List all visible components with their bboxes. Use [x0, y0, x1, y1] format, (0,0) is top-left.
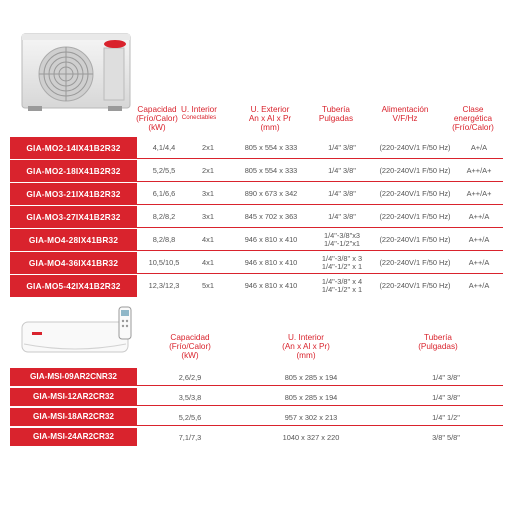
- cell-exterior: 805 x 554 x 333: [244, 143, 298, 152]
- remote-control-icon: [118, 306, 132, 340]
- row-divider: [137, 204, 503, 205]
- cell-capacidad: 4,1/4,4: [152, 143, 176, 152]
- row-divider: [137, 250, 503, 251]
- cell-tuberia: 3/8" 5/8": [432, 432, 460, 442]
- row-divider: [137, 273, 503, 274]
- row-divider: [137, 405, 503, 406]
- cell-capacidad: 2,6/2,9: [178, 372, 202, 382]
- cell-alimentacion: (220-240V/1 F/50 Hz): [379, 212, 451, 221]
- cell-alimentacion: (220-240V/1 F/50 Hz): [379, 258, 451, 267]
- cell-capacidad: 8,2/8,2: [152, 212, 176, 221]
- cell-tuberia: 1/4"-3/8" x 3 1/4"-1/2" x 1: [321, 254, 363, 271]
- outdoor-unit-icon: [20, 30, 132, 112]
- model-label: GIA-MO2-14IX41B2R32: [10, 137, 137, 159]
- header-clase: Clase energética (Frío/Calor): [452, 105, 494, 132]
- cell-tuberia: 1/4"-3/8"x3 1/4"-1/2"x1: [323, 231, 361, 248]
- cell-exterior: 890 x 673 x 342: [244, 189, 298, 198]
- table-row: [10, 183, 503, 205]
- cell-interior: 3x1: [202, 212, 214, 221]
- cell-capacidad: 7,1/7,3: [178, 432, 202, 442]
- table-row: [10, 275, 503, 297]
- indoor-unit-icon: [20, 318, 132, 358]
- cell-interior: 4x1: [202, 258, 214, 267]
- model-label: GIA-MO4-28IX41BR32: [10, 229, 137, 251]
- cell-interior: 1040 x 327 x 220: [282, 432, 340, 442]
- cell-interior: 805 x 285 x 194: [284, 392, 338, 402]
- header-interior-split: U. Interior (An x Al x Pr) (mm): [282, 333, 330, 360]
- header-capacidad-split: Capacidad (Frío/Calor) (kW): [169, 333, 211, 360]
- cell-interior: 3x1: [202, 189, 214, 198]
- header-tuberia: Tubería Pulgadas: [318, 105, 354, 123]
- table-row: [10, 388, 503, 406]
- cell-clase: A++/A: [468, 281, 490, 290]
- cell-interior: 2x1: [202, 166, 214, 175]
- row-divider: [137, 227, 503, 228]
- cell-capacidad: 5,2/5,6: [178, 412, 202, 422]
- cell-capacidad: 3,5/3,8: [178, 392, 202, 402]
- table-row: [10, 428, 503, 446]
- cell-capacidad: 10,5/10,5: [148, 258, 180, 267]
- cell-alimentacion: (220-240V/1 F/50 Hz): [379, 189, 451, 198]
- table-row: [10, 160, 503, 182]
- cell-clase: A++/A: [468, 212, 490, 221]
- cell-capacidad: 8,2/8,8: [152, 235, 176, 244]
- table-row: [10, 229, 503, 251]
- model-label: GIA-MSI-18AR2CR32: [10, 408, 137, 426]
- cell-interior: 2x1: [202, 143, 214, 152]
- cell-tuberia: 1/4" 3/8": [432, 392, 460, 402]
- cell-clase: A++/A+: [466, 189, 492, 198]
- cell-capacidad: 12,3/12,3: [148, 281, 180, 290]
- row-divider: [137, 158, 503, 159]
- header-alimentacion: Alimentación V/F/Hz: [381, 105, 429, 123]
- header-tuberia-split: Tubería (Pulgadas): [418, 333, 458, 351]
- model-label: GIA-MO3-21IX41B2R32: [10, 183, 137, 205]
- cell-interior: 5x1: [202, 281, 214, 290]
- header-exterior: U. Exterior An x Al x Pr (mm): [248, 105, 292, 132]
- header-interior: U. Interior Conectables: [181, 105, 217, 121]
- table-row: [10, 252, 503, 274]
- cell-exterior: 946 x 810 x 410: [244, 258, 298, 267]
- cell-tuberia: 1/4" 3/8": [328, 189, 356, 198]
- cell-interior: 805 x 285 x 194: [284, 372, 338, 382]
- cell-alimentacion: (220-240V/1 F/50 Hz): [379, 166, 451, 175]
- cell-clase: A++/A: [468, 258, 490, 267]
- cell-clase: A++/A: [468, 235, 490, 244]
- model-label: GIA-MO5-42IX41B2R32: [10, 275, 137, 297]
- row-divider: [137, 385, 503, 386]
- table-row: [10, 368, 503, 386]
- cell-tuberia: 1/4" 3/8": [328, 166, 356, 175]
- model-label: GIA-MO3-27IX41B2R32: [10, 206, 137, 228]
- row-divider: [137, 181, 503, 182]
- cell-tuberia: 1/4" 1/2": [432, 412, 460, 422]
- table-row: [10, 408, 503, 426]
- model-label: GIA-MSI-12AR2CR32: [10, 388, 137, 406]
- cell-tuberia: 1/4" 3/8": [328, 212, 356, 221]
- cell-tuberia: 1/4" 3/8": [328, 143, 356, 152]
- cell-capacidad: 5,2/5,5: [152, 166, 176, 175]
- header-capacidad: Capacidad (Frío/Calor) (kW): [136, 105, 178, 132]
- cell-alimentacion: (220-240V/1 F/50 Hz): [379, 143, 451, 152]
- cell-alimentacion: (220-240V/1 F/50 Hz): [379, 281, 451, 290]
- cell-interior: 4x1: [202, 235, 214, 244]
- cell-exterior: 805 x 554 x 333: [244, 166, 298, 175]
- cell-exterior: 946 x 810 x 410: [244, 281, 298, 290]
- model-label: GIA-MO2-18IX41B2R32: [10, 160, 137, 182]
- cell-capacidad: 6,1/6,6: [152, 189, 176, 198]
- cell-clase: A++/A+: [466, 166, 492, 175]
- model-label: GIA-MSI-24AR2CR32: [10, 428, 137, 446]
- table-row: [10, 137, 503, 159]
- cell-tuberia: 1/4"-3/8" x 4 1/4"-1/2" x 1: [321, 277, 363, 294]
- cell-interior: 957 x 302 x 213: [284, 412, 338, 422]
- table-row: [10, 206, 503, 228]
- model-label: GIA-MO4-36IX41BR32: [10, 252, 137, 274]
- cell-tuberia: 1/4" 3/8": [432, 372, 460, 382]
- cell-clase: A+/A: [470, 143, 488, 152]
- model-label: GIA-MSI-09AR2CNR32: [10, 368, 137, 386]
- cell-exterior: 845 x 702 x 363: [244, 212, 298, 221]
- cell-exterior: 946 x 810 x 410: [244, 235, 298, 244]
- cell-alimentacion: (220-240V/1 F/50 Hz): [379, 235, 451, 244]
- row-divider: [137, 425, 503, 426]
